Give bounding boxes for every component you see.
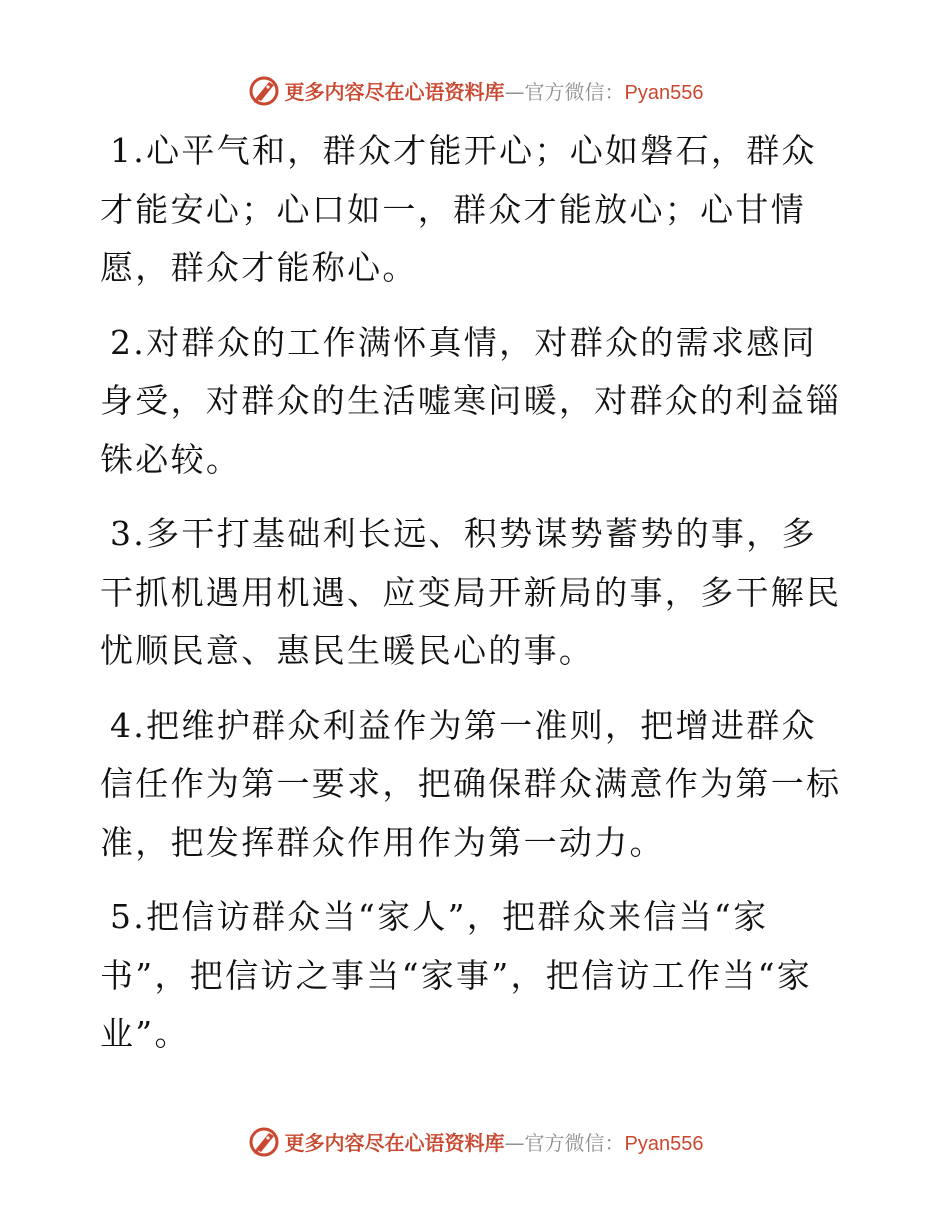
banner-wechat-id: Pyan556 bbox=[624, 1132, 704, 1155]
item-text: 把维护群众利益作为第一准则，把增进群众信任作为第一要求，把确保群众满意作为第一标准，把发挥群众作用作为第一动力。 bbox=[100, 705, 842, 862]
banner-wechat-label: 官方微信： bbox=[524, 1130, 625, 1155]
list-item bbox=[100, 314, 850, 490]
banner-dash: — bbox=[504, 79, 525, 104]
banner-wechat-id: Pyan556 bbox=[624, 81, 704, 104]
document-body bbox=[100, 122, 850, 1080]
list-item bbox=[100, 122, 850, 298]
item-number: 3. bbox=[110, 514, 147, 553]
pen-nib-circle-icon bbox=[247, 1124, 281, 1158]
item-text: 多干打基础利长远、积势谋势蓄势的事，多干抓机遇用机遇、应变局开新局的事，多干解民忧顺民意、惠民生暖民心的事。 bbox=[100, 514, 842, 670]
item-text: 对群众的工作满怀真情，对群众的需求感同身受，对群众的生活嘘寒问暖，对群众的利益锱铢必较。 bbox=[100, 322, 842, 479]
item-text: 心平气和，群众才能开心；心如磐石，群众才能安心；心口如一，群众才能放心；心甘情愿，群众才能称心。 bbox=[100, 131, 817, 287]
banner-main-text: 更多内容尽在心语资料库 bbox=[284, 1130, 505, 1155]
list-item bbox=[100, 697, 850, 873]
banner-text bbox=[285, 1127, 704, 1156]
item-number: 2. bbox=[110, 322, 147, 362]
item-number: 4. bbox=[110, 705, 147, 745]
pen-nib-circle-icon bbox=[247, 73, 281, 107]
footer-banner bbox=[0, 1121, 950, 1161]
item-number: 5. bbox=[110, 897, 147, 936]
banner-dash: — bbox=[504, 1130, 525, 1155]
item-number: 1. bbox=[110, 131, 147, 170]
list-item bbox=[100, 888, 850, 1064]
list-item bbox=[100, 505, 850, 681]
banner-wechat-label: 官方微信： bbox=[524, 79, 625, 104]
header-banner bbox=[0, 70, 950, 110]
banner-text bbox=[285, 76, 704, 105]
banner-main-text: 更多内容尽在心语资料库 bbox=[284, 79, 505, 104]
item-text: 把信访群众当“家人”，把群众来信当“家书”，把信访之事当“家事”，把信访工作当“家业”。 bbox=[100, 897, 813, 1053]
